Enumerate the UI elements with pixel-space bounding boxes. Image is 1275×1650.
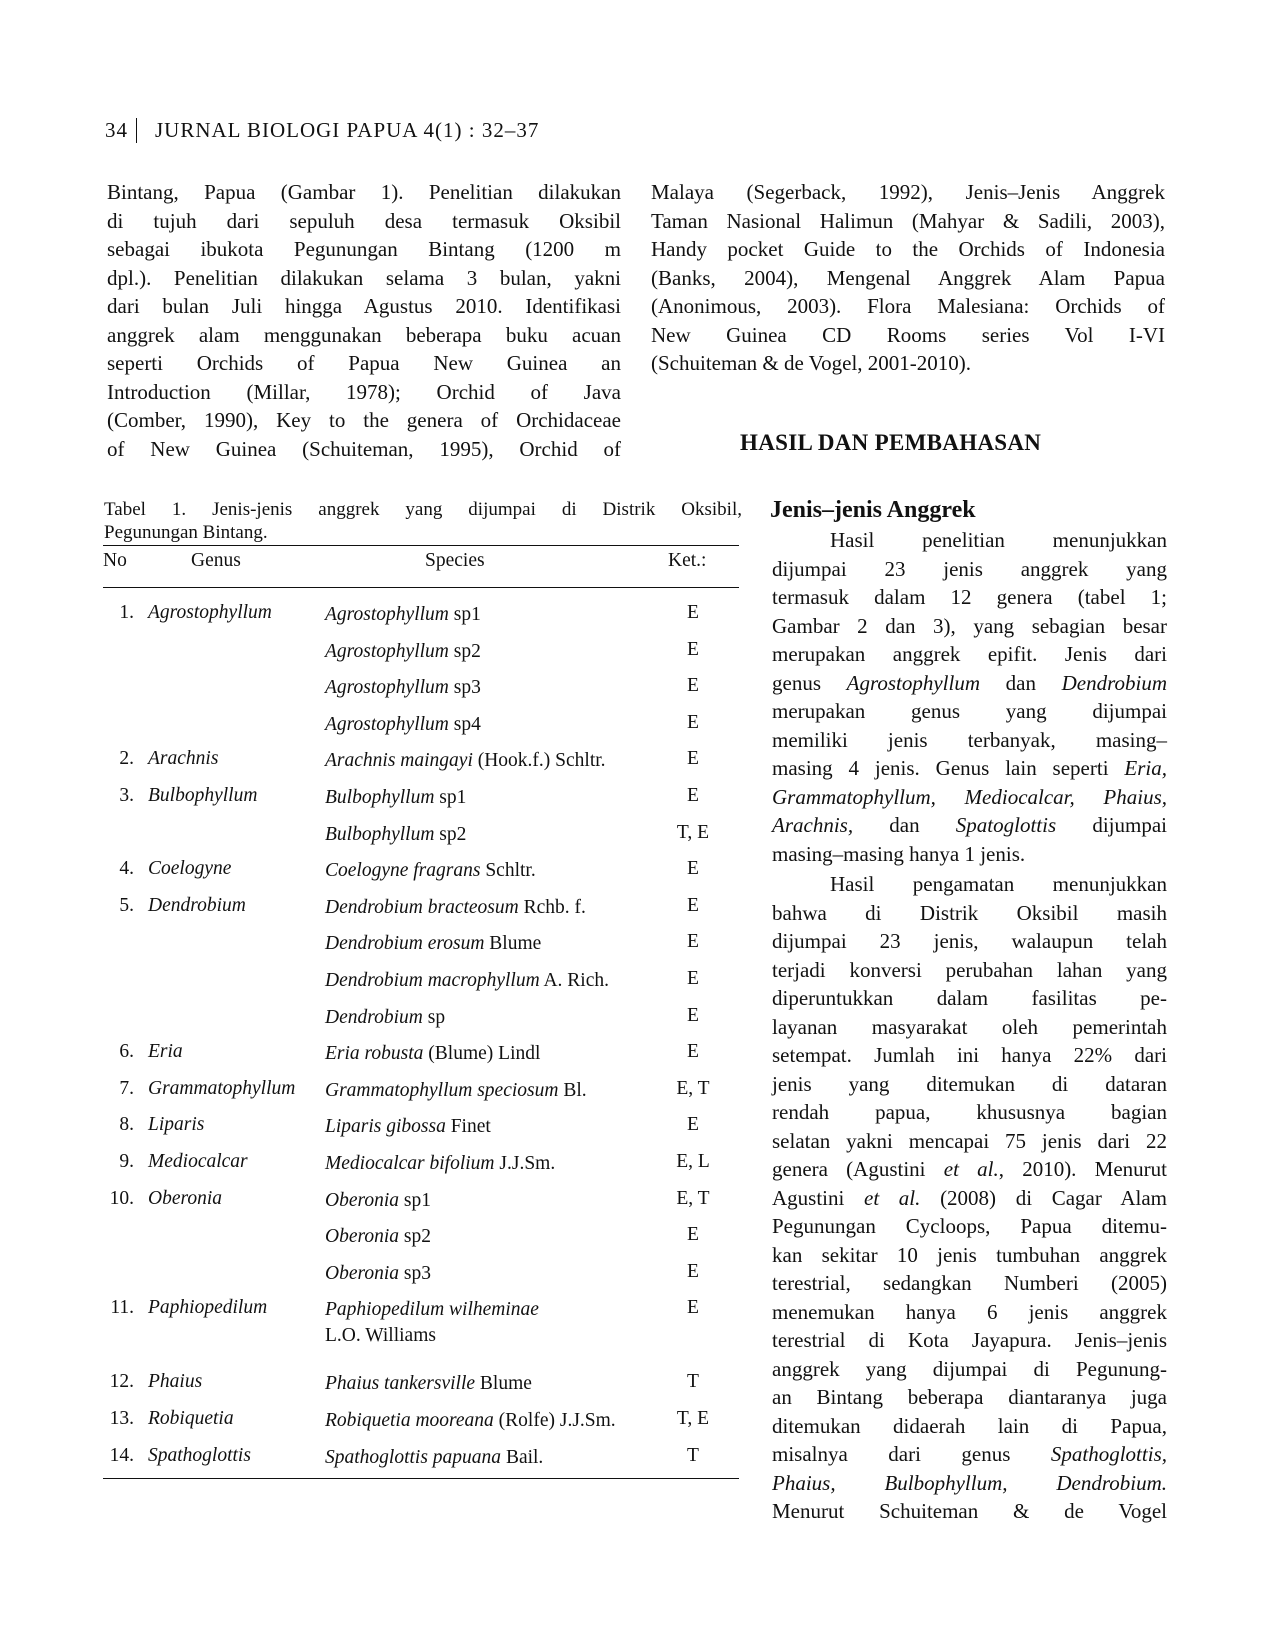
text-line: [772, 1184, 1167, 1213]
text-run: Menurut Schuiteman & de Vogel: [772, 1499, 1167, 1523]
table-caption-line: Tabel 1. Jenis-jenis anggrek yang dijumpai di Distrik Oksibil,: [104, 499, 742, 520]
text-run: terestrial, sedangkan Numberi (2005): [772, 1271, 1167, 1295]
text-line: [772, 1041, 1167, 1070]
text-run: Gambar 2 dan 3), yang sebagian besar: [772, 613, 1167, 638]
text-line: [772, 811, 1167, 840]
species-name: Dendrobium: [325, 1006, 423, 1028]
row-number: 2.: [119, 748, 134, 770]
ket-cell: E: [687, 638, 699, 660]
genus-cell: Bulbophyllum: [148, 785, 258, 806]
text-run: genus: [772, 670, 847, 695]
text-run: ditemukan didaerah lain di Papua,: [772, 1413, 1167, 1438]
species-author: Blume: [475, 1373, 532, 1395]
text-line: [772, 956, 1167, 985]
species-cell: [325, 602, 481, 628]
row-number: 1.: [119, 602, 134, 623]
text-run: anggrek yang dijumpai di Pegunung-: [772, 1356, 1167, 1381]
row-number: 6.: [119, 1041, 134, 1063]
species-author: Schltr.: [480, 860, 536, 882]
row-number: 10.: [109, 1187, 134, 1209]
species-cell: [325, 1445, 543, 1471]
ket-cell: E: [687, 968, 699, 989]
text-run: misalnya dari genus: [772, 1442, 1051, 1466]
row-number: 13.: [109, 1408, 134, 1429]
text-line: [772, 754, 1167, 783]
ket-cell: E: [687, 931, 699, 953]
text-line: di tujuh dari sepuluh desa termasuk Oksibil: [107, 208, 621, 233]
species-cell: [325, 748, 606, 774]
ket-cell: T: [687, 1371, 699, 1393]
species-author: (Hook.f.) Schltr.: [472, 750, 606, 772]
species-author: sp1: [434, 787, 467, 808]
species-name: Dendrobium macrophyllum: [325, 970, 540, 991]
column-header-genus: Genus: [191, 550, 241, 571]
species-cell: [325, 1188, 431, 1214]
species-name: Mediocalcar bifolium: [325, 1153, 495, 1174]
species-cell: [325, 712, 481, 738]
genus-cell: Robiquetia: [148, 1408, 234, 1429]
row-number: 7.: [119, 1077, 134, 1099]
italic-run: Spatoglottis: [955, 813, 1057, 837]
species-author: sp2: [434, 823, 467, 845]
species-name: Grammatophyllum speciosum: [325, 1079, 559, 1101]
species-author: L.O. Williams: [325, 1325, 436, 1347]
ket-cell: E: [687, 1041, 699, 1063]
row-number: 12.: [109, 1371, 134, 1393]
ket-cell: E, T: [676, 1187, 710, 1209]
genus-cell: Phaius: [148, 1371, 203, 1393]
species-author: (Rolfe) J.J.Sm.: [493, 1410, 616, 1431]
text-line: [772, 612, 1167, 641]
species-cell: [325, 822, 466, 848]
text-line: [772, 697, 1167, 726]
italic-run: Dendrobium: [1061, 670, 1167, 695]
text-run: selatan yakni mencapai 75 jenis dari 22: [772, 1128, 1167, 1153]
text-line: Taman Nasional Halimun (Mahyar & Sadili, 2003),: [651, 208, 1165, 233]
text-run: merupakan genus yang dijumpai: [772, 699, 1167, 723]
text-line: Bintang, Papua (Gambar 1). Penelitian dilakukan: [107, 180, 621, 204]
species-author: Blume: [484, 933, 542, 955]
text-run: terestrial di Kota Jayapura. Jenis–jenis: [772, 1328, 1167, 1352]
section-heading: HASIL DAN PEMBAHASAN: [740, 430, 1042, 455]
text-line: (Comber, 1990), Key to the genera of Orchidaceae: [107, 408, 621, 432]
species-cell: [325, 1297, 539, 1349]
text-run: Hasil penelitian menunjukkan: [830, 528, 1167, 552]
ket-cell: E: [687, 894, 699, 916]
text-run: an Bintang beberapa diantaranya juga: [772, 1385, 1167, 1409]
italic-run: et al.: [943, 1157, 999, 1181]
text-run: diperuntukkan dalam fasilitas pe-: [772, 986, 1167, 1010]
text-run: masing 4 jenis. Genus lain seperti: [772, 756, 1125, 780]
text-line: sebagai ibukota Pegunungan Bintang (1200 m: [107, 237, 621, 261]
species-cell: [325, 1041, 540, 1067]
species-cell: [325, 1005, 445, 1031]
text-line: [772, 899, 1167, 928]
species-cell: [325, 1261, 431, 1287]
text-line: [772, 1070, 1167, 1099]
text-line: [772, 1440, 1167, 1469]
text-line: dari bulan Juli hingga Agustus 2010. Identifikasi: [107, 294, 621, 318]
row-number: 5.: [119, 894, 134, 916]
text-line: [772, 640, 1167, 669]
genus-cell: Spathoglottis: [148, 1444, 251, 1466]
italic-run: Spathoglottis,: [1050, 1442, 1167, 1466]
row-number: 9.: [119, 1151, 134, 1172]
running-header: [105, 118, 539, 143]
text-line: [772, 870, 1167, 899]
species-cell: [325, 785, 466, 811]
text-line: (Anonimous, 2003). Flora Malesiana: Orchids of: [651, 294, 1165, 318]
text-line: [772, 783, 1167, 812]
text-line: [772, 1298, 1167, 1327]
species-name: Agrostophyllum: [325, 713, 449, 735]
ket-cell: E: [687, 1297, 699, 1319]
italic-run: Grammatophyllum, Mediocalcar, Phaius,: [772, 784, 1167, 809]
ket-cell: E: [687, 1004, 699, 1026]
species-author: Rchb. f.: [518, 896, 586, 918]
methods-paragraph-right: [651, 178, 1165, 378]
text-line: [772, 984, 1167, 1013]
text-line: [772, 1497, 1167, 1526]
species-name: Agrostophyllum: [325, 604, 449, 625]
row-number: 4.: [119, 858, 134, 880]
species-author: Finet: [445, 1116, 491, 1138]
text-line: [772, 669, 1167, 698]
genus-cell: Eria: [148, 1041, 183, 1063]
text-run: genera (Agustini: [772, 1157, 944, 1181]
row-number: 3.: [119, 785, 134, 806]
species-author: sp2: [448, 640, 481, 662]
species-author: sp: [422, 1006, 446, 1028]
text-run: Pegunungan Cycloops, Papua ditemu-: [772, 1214, 1167, 1238]
species-name: Liparis gibossa: [325, 1116, 446, 1138]
genus-cell: Mediocalcar: [148, 1151, 248, 1172]
text-run: Hasil pengamatan menunjukkan: [830, 872, 1167, 896]
species-author: sp1: [448, 604, 481, 625]
table-caption-line: Pegunungan Bintang.: [104, 522, 268, 543]
table-caption: [104, 498, 742, 544]
text-run: dijumpai: [1056, 813, 1167, 837]
species-cell: [325, 1224, 431, 1250]
text-line: [772, 1469, 1167, 1498]
text-line: [772, 1326, 1167, 1355]
journal-title: JURNAL BIOLOGI PAPUA 4(1) : 32–37: [155, 118, 540, 142]
text-line: [772, 1383, 1167, 1412]
ket-cell: E: [687, 785, 699, 806]
text-run: termasuk dalam 12 genera (tabel 1;: [772, 585, 1167, 609]
species-author: A. Rich.: [539, 970, 609, 991]
species-name: Oberonia: [325, 1189, 400, 1211]
ket-cell: E: [687, 1224, 699, 1246]
ket-cell: T, E: [676, 1408, 710, 1429]
species-name: Spathoglottis papuana: [325, 1446, 502, 1468]
text-run: menemukan hanya 6 jenis anggrek: [772, 1299, 1167, 1324]
row-number: 8.: [119, 1114, 134, 1136]
species-name: Phaius tankersville: [325, 1373, 476, 1395]
text-line: [772, 1355, 1167, 1384]
text-run: dan: [853, 813, 956, 837]
species-author: (Blume) Lindl: [423, 1043, 541, 1065]
text-run: jenis yang ditemukan di dataran: [772, 1071, 1167, 1096]
results-paragraph-1: [772, 526, 1167, 868]
text-line: [772, 1155, 1167, 1184]
column-header-species: Species: [425, 550, 485, 571]
text-line: [772, 583, 1167, 612]
text-line: Introduction (Millar, 1978); Orchid of Java: [107, 379, 621, 404]
text-run: setempat. Jumlah ini hanya 22% dari: [772, 1043, 1167, 1067]
genus-cell: Grammatophyllum: [148, 1077, 296, 1099]
species-name: Dendrobium bracteosum: [325, 896, 519, 918]
text-run: layanan masyarakat oleh pemerintah: [772, 1014, 1167, 1039]
text-run: merupakan anggrek epifit. Jenis dari: [772, 642, 1167, 666]
text-line: [772, 927, 1167, 956]
species-cell: [325, 895, 586, 921]
italic-run: Arachnis,: [772, 813, 854, 837]
column-header-ket: Ket.:: [668, 550, 707, 571]
text-line: [772, 726, 1167, 755]
ket-cell: E: [687, 1260, 699, 1282]
species-author: sp2: [399, 1226, 431, 1248]
row-number: 14.: [109, 1444, 134, 1466]
species-cell: [325, 675, 481, 701]
subsection-heading: Jenis–jenis Anggrek: [770, 497, 976, 523]
species-cell: [325, 1114, 491, 1140]
species-name: Agrostophyllum: [325, 677, 449, 699]
species-author: sp3: [399, 1262, 431, 1284]
species-name: Paphiopedilum wilheminae: [325, 1299, 539, 1321]
text-run: memiliki jenis terbanyak, masing–: [772, 727, 1167, 752]
species-cell: [325, 1408, 616, 1434]
text-run: rendah papua, khususnya bagian: [772, 1100, 1167, 1124]
text-run: bahwa di Distrik Oksibil masih: [772, 900, 1167, 925]
species-name: Dendrobium erosum: [325, 933, 485, 955]
text-run: Agustini: [772, 1185, 864, 1210]
text-line: [772, 1127, 1167, 1156]
species-author: J.J.Sm.: [494, 1153, 556, 1174]
species-cell: [325, 858, 536, 884]
text-line: (Banks, 2004), Mengenal Anggrek Alam Papua: [651, 265, 1165, 290]
species-name: Robiquetia mooreana: [325, 1410, 494, 1431]
species-name: Agrostophyllum: [325, 640, 449, 662]
results-paragraph-2: [772, 870, 1167, 1526]
text-line: Handy pocket Guide to the Orchids of Indonesia: [651, 237, 1165, 261]
text-run: dijumpai 23 jenis anggrek yang: [772, 556, 1167, 581]
methods-paragraph-left: [107, 178, 621, 463]
text-line: [772, 1241, 1167, 1270]
genus-cell: Agrostophyllum: [148, 602, 272, 623]
species-name: Eria robusta: [325, 1043, 424, 1065]
text-line: [772, 1013, 1167, 1042]
species-cell: [325, 1151, 555, 1177]
table-header-rule: [103, 587, 739, 588]
ket-cell: E: [687, 748, 699, 770]
ket-cell: E: [687, 711, 699, 733]
species-cell: [325, 1371, 532, 1397]
text-run: terjadi konversi perubahan lahan yang: [772, 957, 1167, 982]
italic-run: Eria,: [1124, 756, 1167, 780]
species-name: Oberonia: [325, 1262, 400, 1284]
genus-cell: Arachnis: [148, 748, 219, 770]
ket-cell: E, L: [676, 1151, 710, 1172]
italic-run: et al.: [864, 1185, 921, 1210]
species-name: Bulbophyllum: [325, 787, 435, 808]
species-cell: [325, 968, 609, 994]
species-name: Oberonia: [325, 1226, 400, 1248]
species-name: Bulbophyllum: [325, 823, 435, 845]
text-line: of New Guinea (Schuiteman, 1995), Orchid of: [107, 436, 621, 461]
ket-cell: T, E: [676, 821, 710, 843]
text-run: dan: [980, 670, 1062, 695]
species-cell: [325, 931, 541, 957]
text-line: [772, 526, 1167, 555]
text-line: seperti Orchids of Papua New Guinea an: [107, 351, 621, 375]
page-number: 34: [105, 118, 137, 143]
text-line: dpl.). Penelitian dilakukan selama 3 bulan, yakni: [107, 265, 621, 290]
text-line: [772, 840, 1167, 869]
species-author: sp4: [448, 713, 481, 735]
text-run: dijumpai 23 jenis, walaupun telah: [772, 929, 1167, 953]
text-line: [772, 1412, 1167, 1441]
genus-cell: Liparis: [148, 1114, 205, 1136]
text-run: (2008) di Cagar Alam: [920, 1185, 1167, 1210]
text-line: New Guinea CD Rooms series Vol I-VI: [651, 322, 1165, 347]
text-line: Malaya (Segerback, 1992), Jenis–Jenis Anggrek: [651, 180, 1165, 204]
ket-cell: T: [687, 1444, 699, 1466]
italic-run: Agrostophyllum: [846, 670, 981, 695]
text-line: anggrek alam menggunakan beberapa buku acuan: [107, 322, 621, 347]
species-author: Bail.: [501, 1446, 544, 1468]
text-line: [772, 555, 1167, 584]
genus-cell: Paphiopedilum: [148, 1297, 268, 1319]
species-author: Bl.: [558, 1079, 587, 1101]
species-cell: [325, 639, 481, 665]
text-run: kan sekitar 10 jenis tumbuhan anggrek: [772, 1242, 1167, 1267]
italic-run: Phaius, Bulbophyllum, Dendrobium.: [772, 1470, 1167, 1495]
genus-cell: Dendrobium: [148, 894, 246, 916]
species-author: sp1: [399, 1189, 431, 1211]
text-run: , 2010). Menurut: [998, 1157, 1167, 1181]
text-line: [772, 1098, 1167, 1127]
ket-cell: E: [687, 602, 699, 623]
genus-cell: Coelogyne: [148, 858, 232, 880]
column-header-no: No: [103, 550, 127, 571]
genus-cell: Oberonia: [148, 1187, 223, 1209]
species-name: Arachnis maingayi: [325, 750, 473, 772]
text-line: [772, 1269, 1167, 1298]
ket-cell: E: [687, 675, 699, 697]
text-line: (Schuiteman & de Vogel, 2001-2010).: [651, 351, 972, 375]
text-line: [772, 1212, 1167, 1241]
ket-cell: E: [687, 1114, 699, 1136]
species-author: sp3: [448, 677, 481, 699]
row-number: 11.: [110, 1297, 134, 1319]
species-name: Coelogyne fragrans: [325, 860, 481, 882]
table-top-rule: [103, 545, 739, 546]
species-cell: [325, 1078, 587, 1104]
text-run: masing–masing hanya 1 jenis.: [772, 841, 1026, 866]
ket-cell: E, T: [676, 1077, 710, 1099]
ket-cell: E: [687, 858, 699, 880]
table-bottom-rule: [103, 1478, 739, 1479]
